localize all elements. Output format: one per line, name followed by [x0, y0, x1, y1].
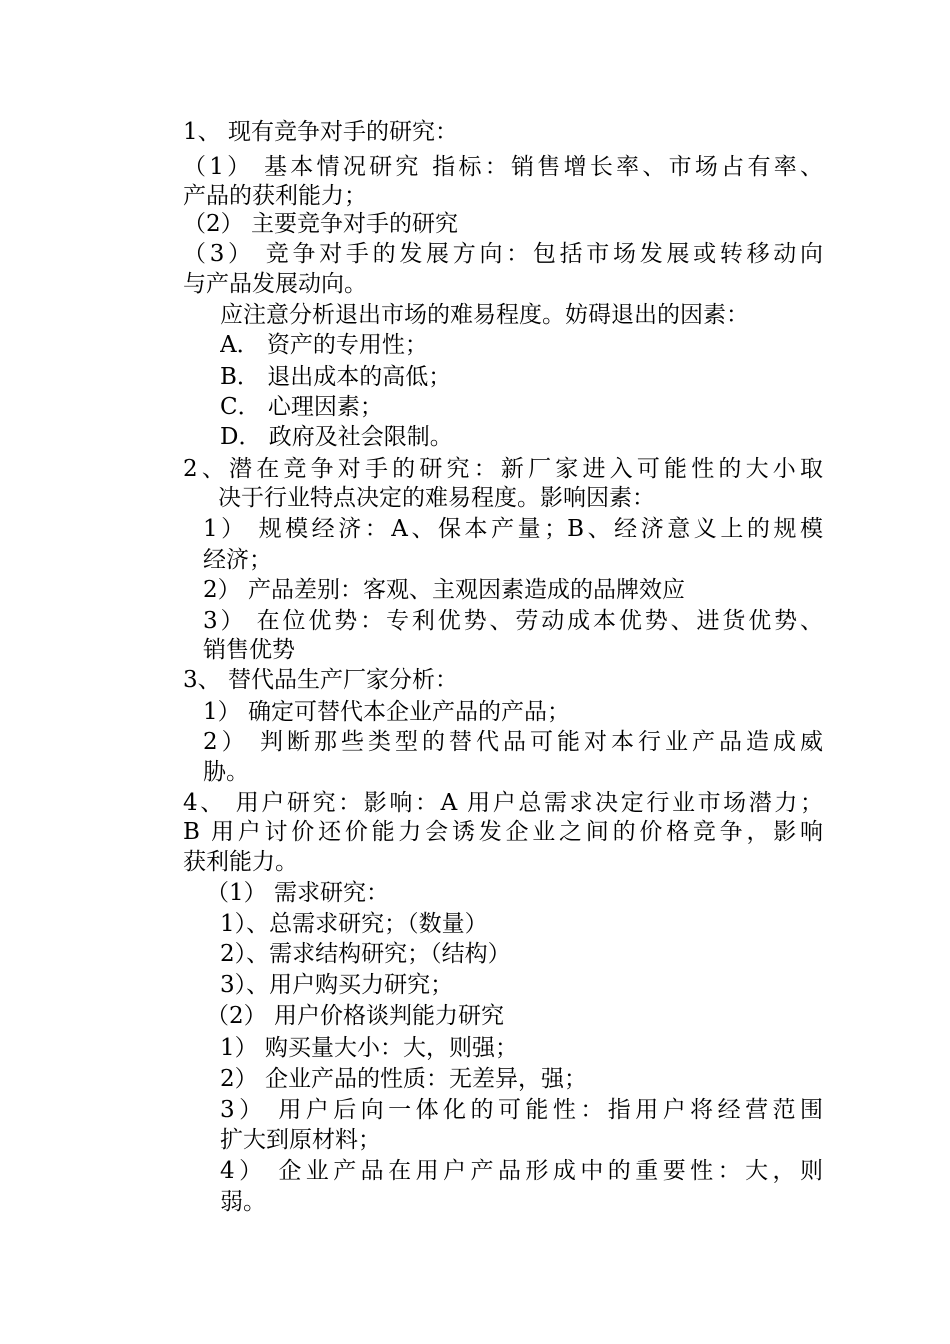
list-item: 1） 购买量大小：大，则强； [220, 1035, 518, 1061]
list-item: 3） 用户后向一体化的可能性：指用户将经营范围 [220, 1097, 823, 1123]
text-line: 胁。 [203, 759, 249, 785]
list-item: 3）、用户购买力研究； [220, 972, 454, 998]
list-item: 1） 规模经济：A、保本产量；B、经济意义上的规模 [203, 516, 823, 542]
text-line: 获利能力。 [183, 849, 298, 875]
list-item: 2） 判断那些类型的替代品可能对本行业产品造成威 [203, 729, 823, 755]
text-line: 弱。 [220, 1189, 266, 1215]
list-item: A． 资产的专用性； [220, 332, 428, 358]
list-item: 1）、总需求研究；（数量） [220, 911, 488, 937]
list-item: C． 心理因素； [220, 394, 383, 420]
list-item: B． 退出成本的高低； [220, 364, 452, 390]
list-item: 2） 产品差别：客观、主观因素造成的品牌效应 [203, 577, 685, 603]
text-line: 产品的获利能力； [183, 183, 367, 209]
subheading: （1） 需求研究： [206, 880, 389, 906]
list-item: D． 政府及社会限制。 [220, 424, 453, 450]
list-item: 2）、需求结构研究；（结构） [220, 941, 511, 967]
list-item: 1） 确定可替代本企业产品的产品； [203, 699, 570, 725]
text-line: B 用户讨价还价能力会诱发企业之间的价格竞争，影响 [183, 819, 823, 845]
text-line: 应注意分析退出市场的难易程度。妨碍退出的因素： [220, 302, 749, 328]
text-line: 扩大到原材料； [220, 1127, 381, 1153]
heading-user-research: 4、 用户研究：影响：A 用户总需求决定行业市场潜力； [183, 790, 823, 816]
subheading: （2） 用户价格谈判能力研究 [206, 1003, 504, 1029]
list-item: 4） 企业产品在用户产品形成中的重要性：大，则 [220, 1158, 823, 1184]
heading-competitors: 1、 现有竞争对手的研究： [183, 119, 458, 145]
text-line: 决于行业特点决定的难易程度。影响因素： [218, 485, 655, 511]
heading-potential-competitors: 2、潜在竞争对手的研究：新厂家进入可能性的大小取 [183, 456, 823, 482]
list-item: 3） 在位优势：专利优势、劳动成本优势、进货优势、 [203, 608, 823, 634]
text-line: 经济； [203, 547, 272, 573]
text-line: （2） 主要竞争对手的研究 [183, 211, 458, 237]
list-item: 2） 企业产品的性质：无差异，强； [220, 1066, 587, 1092]
heading-substitutes: 3、 替代品生产厂家分析： [183, 667, 458, 693]
text-line: 销售优势 [203, 637, 295, 663]
text-line: （1） 基本情况研究 指标：销售增长率、市场占有率、 [183, 154, 823, 180]
text-line: （3） 竞争对手的发展方向：包括市场发展或转移动向 [183, 241, 823, 267]
text-line: 与产品发展动向。 [183, 271, 367, 297]
